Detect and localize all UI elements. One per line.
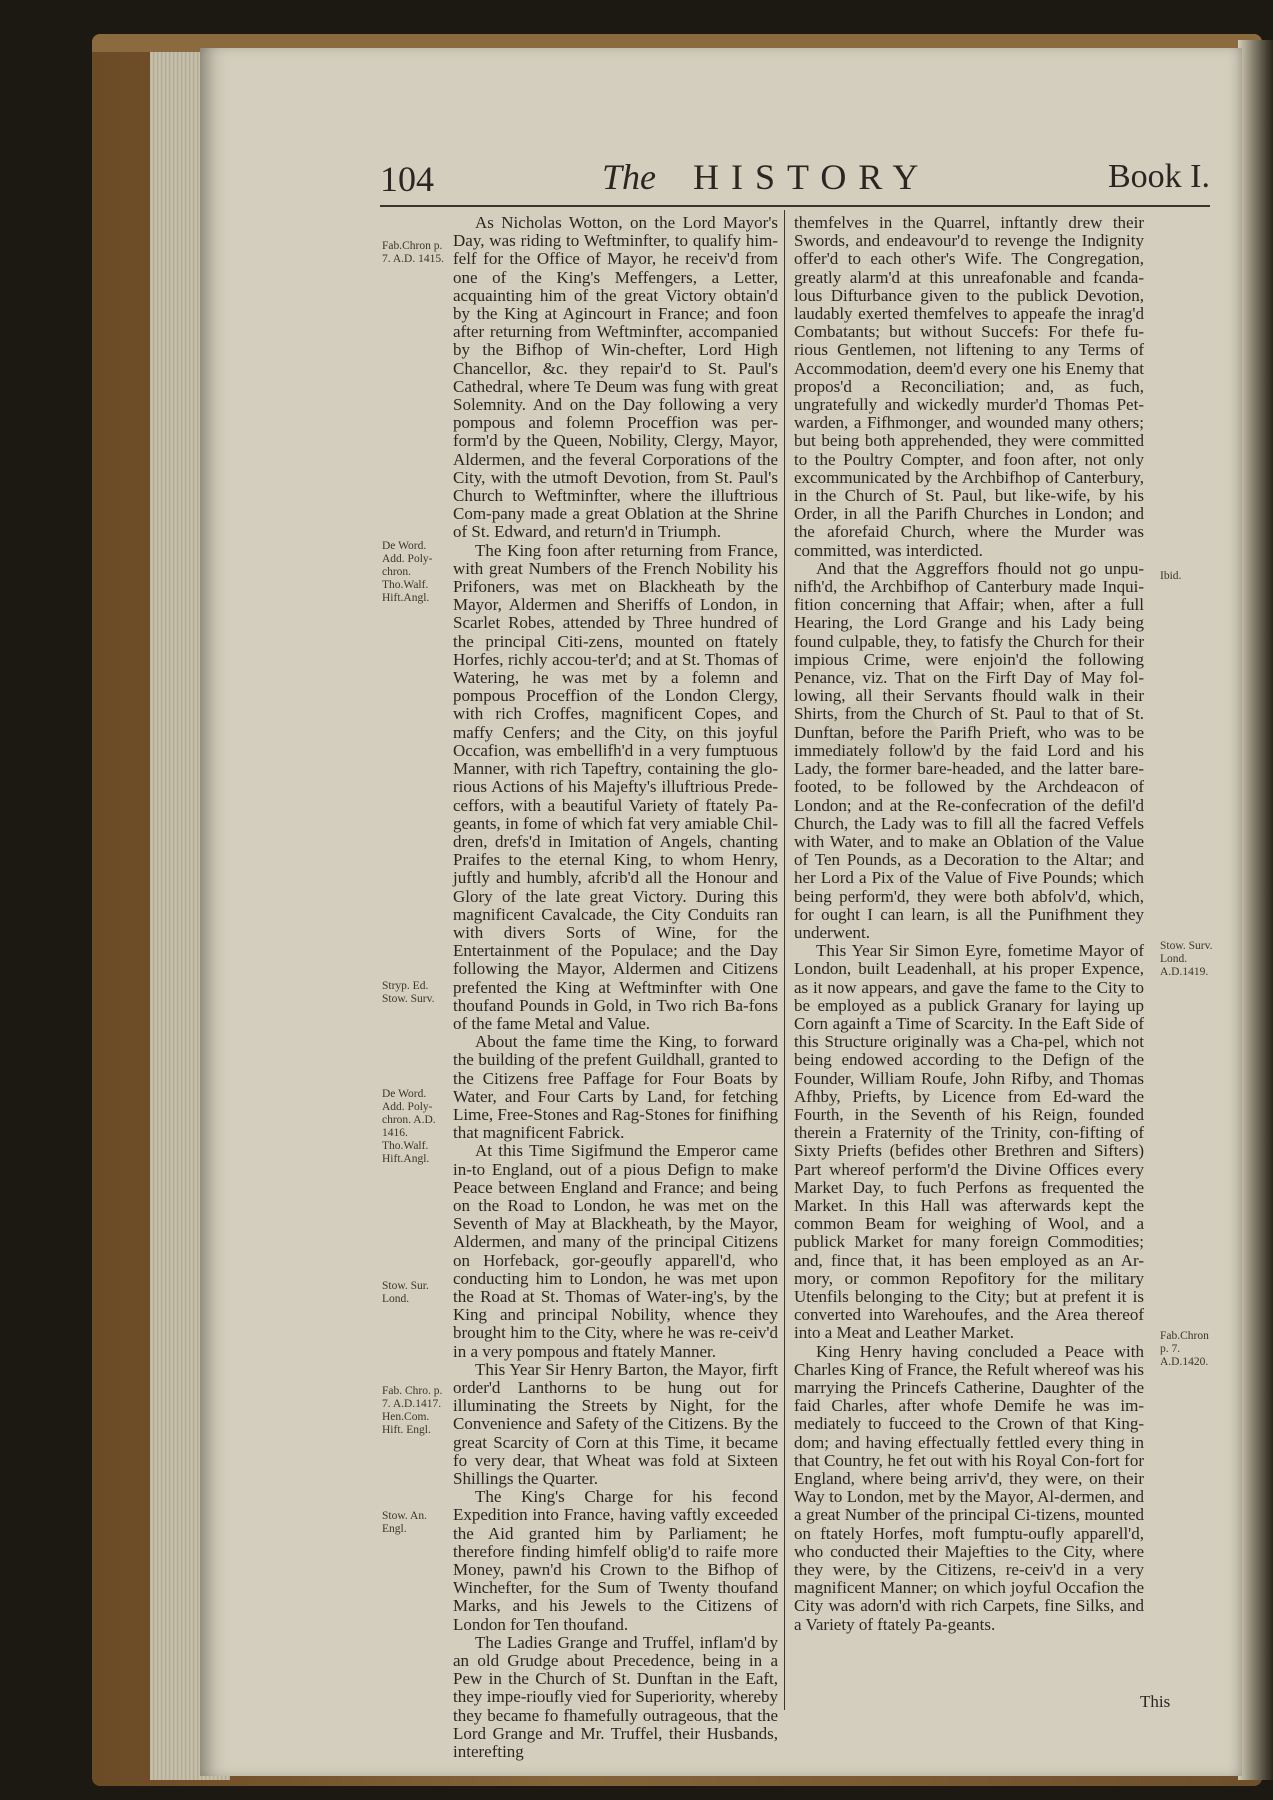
book-number: Book I. [1108, 158, 1210, 195]
running-title-main: HISTORY [693, 157, 931, 197]
paragraph: The King's Charge for his fecond Expedition into France, having vaftly exceeded the Aid granted him by Parliament; he therefore finding himfelf oblig'd to raife more Money, pawn'd his Crown to the Bifhop of Winchefter, for the Sum of Twenty thoufand Marks, and his Jewels to the Citizens of London for Ten thoufand. [453, 1487, 778, 1634]
paragraph: This Year Sir Henry Barton, the Mayor, firft order'd Lanthorns to be hung out for illuminating the Streets by Night, for the Convenience and Safety of the Citizens. By the great Scarcity of Corn at this Time, it became fo very dear, that Wheat was fold at Sixteen Shillings the Quarter. [453, 1359, 778, 1489]
paragraph: As Nicholas Wotton, on the Lord Mayor's Day, was riding to Weftminfter, to qualify him-felf for the Office of Mayor, he receiv'd from one of the King's Meffengers, a Letter, acquainting him of the great Victory obtain'd by the King at Agincourt in France; and foon after returning from Weftminfter, accompanied by the Bifhop of Win-chefter, Lord High Chancellor, &c. they repair'd to St. Paul's Cathedral, where Te Deum was fung with great Solemnity. And on the Day following a very pompous and folemn Proceffion was per-form'd by the Queen, Nobility, Clergy, Mayor, Aldermen, and the feveral Corporations of the City, with the utmoft Devotion, from St. Paul's Church to Weftminfter, where the illuftrious Com-pany made a great Oblation at the Shrine of St. Edward, and return'd in Triumph. [453, 213, 778, 542]
running-title-the: The [602, 157, 656, 197]
paragraph: themfelves in the Quarrel, inftantly drew their Swords, and endeavour'd to revenge the Indignity offer'd to each other's Wife. The Congregation, greatly alarm'd at this unreafonable and fcanda-lous Difturbance given to the publick Devotion, laudably exerted themfelves to appeafe the inrag'd Combatants; but without Succefs: For thefe fu-rious Gentlemen, not liftening to any Terms of Accommodation, deem'd every one his Enemy that propos'd a Reconciliation; and, as fuch, ungratefully and wickedly murder'd Thomas Pet-warden, a Fifhmonger, and wounded many others; but being both apprehended, they were committed to the Poultry Compter, and foon after, not only excommunicated by the Archbifhop of Canterbury, in the Church of St. Paul, but like-wife, by his Order, in all the Parifh Churches in London; and the aforefaid Church, where the Murder was committed, was interdicted. [794, 213, 1144, 560]
margin-note: Fab.Chron p. 7. A.D.1420. [1160, 1330, 1209, 1368]
page-number: 104 [380, 159, 434, 199]
margin-note: Fab. Chro. p. 7. A.D.1417. Hen.Com. Hift. Engl. [382, 1385, 443, 1436]
running-title [602, 156, 930, 198]
margin-note: Stow. An. Engl. [382, 1510, 427, 1535]
column-rule [784, 210, 785, 1710]
header-rule [380, 205, 1210, 207]
margin-note: Stow. Surv. Lond. A.D.1419. [1160, 940, 1213, 978]
left-column [453, 214, 778, 1761]
margin-note: Stow. Sur. Lond. [382, 1280, 429, 1305]
margin-note: Ibid. [1160, 570, 1182, 582]
catchword: This [1140, 1692, 1171, 1711]
margin-note: De Word. Add. Poly- chron. A.D. 1416. Tho.Walf. Hift.Angl. [382, 1088, 436, 1165]
right-column [794, 214, 1144, 1634]
paragraph: King Henry having concluded a Peace with Charles King of France, the Refult whereof was his marrying the Princefs Catherine, Daughter of the faid Charles, after whofe Demife he was im-mediately to fucceed to the Crown of that King-dom; and having effectually fettled every thing in that Country, he fet out with his Royal Con-fort for England, where being arriv'd, they were, on their Way to London, met by the Mayor, Al-dermen, and a great Number of the principal Ci-tizens, mounted on ftately Horfes, moft fumptu-oufly apparell'd, who conducted their Majefties to the City, where they were, by the Citizens, re-ceiv'd in a very magnificent Manner; on which joyful Occafion the City was adorn'd with rich Carpets, fine Silks, and a Variety of ftately Pa-geants. [794, 1341, 1144, 1634]
margin-note: Fab.Chron p. 7. A.D. 1415. [382, 240, 444, 265]
paragraph: And that the Aggreffors fhould not go unpu-nifh'd, the Archbifhop of Canterbury made Inqui-fition concerning that Affair; when, after a full Hearing, the Lord Grange and his Lady being found culpable, they, to fatisfy the Church for their impious Crime, were enjoin'd the following Penance, viz. That on the Firft Day of May fol-lowing, all their Servants fhould walk in their Shirts, from the Church of St. Paul to that of St. Dunftan, before the Parifh Prieft, who was to be immediately follow'd by the faid Lord and his Lady, the former bare-headed, and the latter bare-footed, to be followed by the Archdeacon of London; and at the Re-confecration of the defil'd Church, the Lady was to fill all the facred Veffels with Water, and to make an Oblation of the Value of Ten Pounds, as a Decoration to the Altar; and her Lord a Pix of the Value of Five Pounds; which being perform'd, they were both abfolv'd, which, for ought I can learn, is all the Punifhment they underwent. [794, 558, 1144, 942]
paragraph: The King foon after returning from France, with great Numbers of the French Nobility his Prifoners, was met on Blackheath by the Mayor, Aldermen and Sheriffs of London, in Scarlet Robes, attended by Three hundred of the principal Citi-zens, mounted on ftately Horfes, richly accou-ter'd; and at St. Thomas of Watering, he was met by a folemn and pompous Proceffion of the London Clergy, with rich Croffes, magnificent Copes, and maffy Cenfers; and the City, on this joyful Occafion, was embellifh'd in a very fumptuous Manner, with rich Tapeftry, containing the glo-rious Actions of his Majefty's illuftrious Prede-ceffors, with a beautiful Variety of ftately Pa-geants, in fome of which fat very amiable Chil-dren, drefs'd in Imitation of Angels, chanting Praifes to the eternal King, to whom Henry, juftly and humbly, afcrib'd all the Honour and Glory of the late great Victory. During this magnificent Cavalcade, the City Conduits ran with divers Sorts of Wine, for the Entertainment of the Populace; and the Day following the Mayor, Aldermen and Citizens prefented the King at Weftminfter with One thoufand Pounds in Gold, in Two rich Ba-fons of the fame Metal and Value. [453, 540, 778, 1033]
paragraph: About the fame time the King, to forward the building of the prefent Guildhall, granted to the Citizens free Paffage for Four Boats by Water, and Four Carts by Land, for fetching Lime, Free-Stones and Rag-Stones for finifhing that magnificent Fabrick. [453, 1032, 778, 1143]
margin-note: De Word. Add. Poly- chron. Tho.Walf. Hift.Angl. [382, 540, 433, 604]
running-header [380, 128, 1210, 210]
paragraph: This Year Sir Simon Eyre, fometime Mayor of London, built Leadenhall, at his proper Expence, as it now appears, and gave the fame to the City to be employed as a publick Granary for laying up Corn againft a Time of Scarcity. In the Eaft Side of this Structure originally was a Cha-pel, which not being endowed according to the Defign of the Founder, William Roufe, John Rifby, and Thomas Afhby, Priefts, by Licence from Ed-ward the Fourth, in the Seventh of his Reign, founded therein a Fraternity of the Trinity, con-fifting of Sixty Priefts (befides other Brethren and Sifters) Part whereof perform'd the Divine Offices every Market Day, to fuch Perfons as frequented the Market. In this Hall was afterwards kept the common Beam for weighing of Wool, and a publick Market for many foreign Commodities; and, fince that, it has been employed as an Ar-mory, or common Repofitory for the military Utenfils belonging to the City; but at prefent it is converted into Warehoufes, and the Area thereof into a Meat and Leather Market. [794, 941, 1144, 1343]
margin-note: Stryp. Ed. Stow. Surv. [382, 980, 435, 1005]
paragraph: At this Time Sigifmund the Emperor came in-to England, out of a pious Defign to make Peace between England and France; and being on the Road to London, he was met on the Seventh of May at Blackheath, by the Mayor, Aldermen, and many of the principal Citizens on Horfeback, gor-geoufly apparell'd, who conducting him to London, he was met upon the Road at St. Thomas of Water-ing's, by the King and principal Nobility, whence they brought him to the City, where he was re-ceiv'd in a very pompous and ftately Manner. [453, 1141, 778, 1361]
paragraph: The Ladies Grange and Truffel, inflam'd by an old Grudge about Precedence, being in a Pew in the Church of St. Dunftan in the Eaft, they impe-rioufly vied for Superiority, whereby they became fo fhamefully outrageous, that the Lord Grange and Mr. Truffel, their Husbands, interefting [453, 1632, 778, 1762]
